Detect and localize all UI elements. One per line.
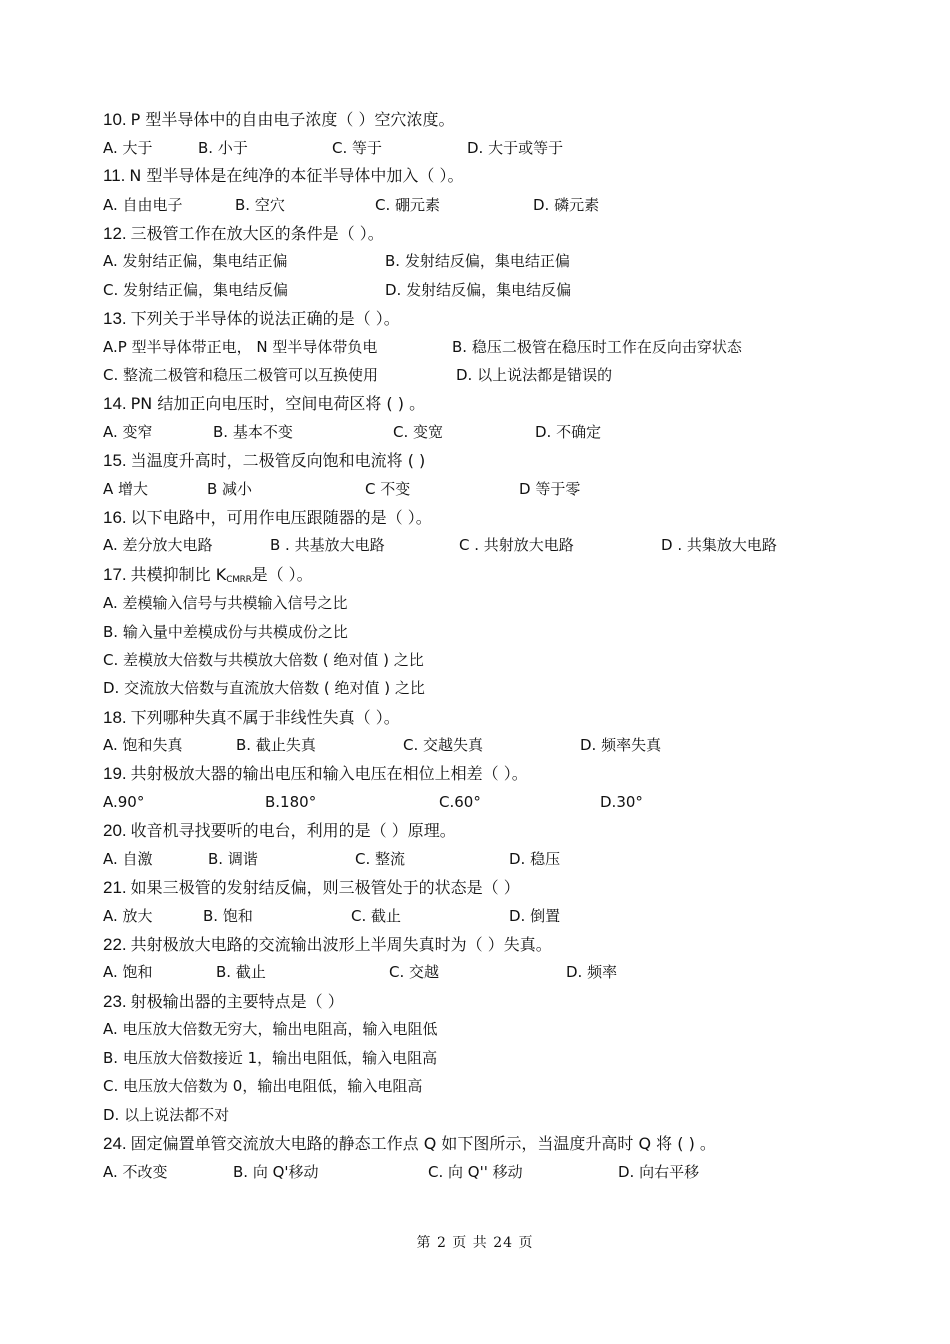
option-d: D. 发射结反偏，集电结反偏 <box>385 281 572 299</box>
option-a: A. 变窄 <box>103 423 153 441</box>
option-b: B. 发射结反偏，集电结正偏 <box>385 252 570 270</box>
question-text: 如果三极管的发射结反偏，则三极管处于的状态是（ ） <box>130 878 520 897</box>
option-b: B. 向 Q'移动 <box>233 1163 319 1181</box>
option-a: A.90° <box>103 793 145 811</box>
question-text: N 型半导体是在纯净的本征半导体中加入（ ）。 <box>129 166 464 185</box>
option-d: D. 稳压 <box>509 850 561 868</box>
question-21 <box>103 876 520 900</box>
question-17 <box>103 563 313 587</box>
question-13 <box>103 307 400 331</box>
question-number: 20. <box>103 821 127 840</box>
question-text-end: 是（ ）。 <box>251 565 313 584</box>
question-number: 15. <box>103 451 127 470</box>
option-b: B 减小 <box>207 480 253 498</box>
question-text: 共模抑制比 K <box>130 565 227 584</box>
question-text: 共射极放大器的输出电压和输入电压在相位上相差（ ）。 <box>130 764 528 783</box>
option-d: D. 交流放大倍数与直流放大倍数 ( 绝对值 ) 之比 <box>103 679 425 697</box>
option-b: B. 调谐 <box>208 850 258 868</box>
option-c: C. 整流 <box>355 850 406 868</box>
option-a: A. 饱和 <box>103 963 153 981</box>
question-number: 21. <box>103 878 127 897</box>
question-text: P 型半导体中的自由电子浓度（ ）空穴浓度。 <box>130 110 455 129</box>
cmrr-subscript: CMRR <box>226 575 252 585</box>
question-number: 13. <box>103 309 127 328</box>
option-a: A. 差分放大电路 <box>103 536 213 554</box>
question-number: 11. <box>103 166 126 185</box>
option-d: D. 不确定 <box>535 423 602 441</box>
question-text: 固定偏置单管交流放大电路的静态工作点 Q 如下图所示，当温度升高时 Q 将 ( ) 。 <box>130 1134 716 1153</box>
option-d: D. 向右平移 <box>618 1163 700 1181</box>
page-footer: 第 2 页 共 24 页 <box>416 1235 534 1251</box>
option-c: C. 电压放大倍数为 0，输出电阻低，输入电阻高 <box>103 1077 423 1095</box>
option-a: A.P 型半导体带正电， N 型半导体带负电 <box>103 338 378 356</box>
option-a: A. 大于 <box>103 139 153 157</box>
question-number: 14. <box>103 394 127 413</box>
option-c: C. 交越 <box>389 963 440 981</box>
question-20 <box>103 819 456 843</box>
question-text: 以下电路中，可用作电压跟随器的是（ ）。 <box>130 508 432 527</box>
option-a: A. 饱和失真 <box>103 736 183 754</box>
question-23 <box>103 990 344 1014</box>
option-c: C. 变宽 <box>393 423 444 441</box>
option-a: A 增大 <box>103 480 149 498</box>
option-b: B. 稳压二极管在稳压时工作在反向击穿状态 <box>452 338 742 356</box>
option-b: B.180° <box>265 793 317 811</box>
question-number: 22. <box>103 935 127 954</box>
question-12 <box>103 222 384 246</box>
option-a: A. 放大 <box>103 907 153 925</box>
option-a: A. 差模输入信号与共模输入信号之比 <box>103 594 348 612</box>
option-d: D. 频率失真 <box>580 736 662 754</box>
question-10 <box>103 108 454 132</box>
option-b: B. 饱和 <box>203 907 253 925</box>
option-a: A. 自激 <box>103 850 153 868</box>
option-d: D . 共集放大电路 <box>661 536 777 554</box>
option-a: A. 自由电子 <box>103 196 183 214</box>
option-d: D. 磷元素 <box>533 196 600 214</box>
question-text: 三极管工作在放大区的条件是（ ）。 <box>130 224 384 243</box>
option-b: B. 截止 <box>216 963 266 981</box>
option-b: B. 基本不变 <box>213 423 293 441</box>
question-number: 23. <box>103 992 127 1011</box>
option-b: B . 共基放大电路 <box>270 536 385 554</box>
question-number: 16. <box>103 508 127 527</box>
option-c: C. 等于 <box>332 139 383 157</box>
question-text: 收音机寻找要听的电台，利用的是（ ）原理。 <box>130 821 456 840</box>
option-d: D. 频率 <box>566 963 618 981</box>
question-number: 12. <box>103 224 127 243</box>
option-c: C. 交越失真 <box>403 736 484 754</box>
option-c: C. 整流二极管和稳压二极管可以互换使用 <box>103 366 379 384</box>
option-c: C. 截止 <box>351 907 402 925</box>
option-d: D. 以上说法都是错误的 <box>456 366 613 384</box>
option-a: A. 发射结正偏，集电结正偏 <box>103 252 288 270</box>
option-d: D. 以上说法都不对 <box>103 1106 230 1124</box>
question-19 <box>103 762 528 786</box>
question-text: 当温度升高时，二极管反向饱和电流将 ( ) <box>130 451 426 470</box>
option-c: C 不变 <box>365 480 411 498</box>
option-b: B. 电压放大倍数接近 1，输出电阻低，输入电阻高 <box>103 1049 438 1067</box>
question-16 <box>103 506 432 530</box>
question-number: 18. <box>103 708 127 727</box>
option-d: D.30° <box>600 793 643 811</box>
option-d: D. 倒置 <box>509 907 561 925</box>
option-c: C. 硼元素 <box>375 196 441 214</box>
question-14 <box>103 392 425 416</box>
question-22 <box>103 933 552 957</box>
option-c: C. 差模放大倍数与共模放大倍数 ( 绝对值 ) 之比 <box>103 651 424 669</box>
option-a: A. 不改变 <box>103 1163 168 1181</box>
option-a: A. 电压放大倍数无穷大，输出电阻高，输入电阻低 <box>103 1020 438 1038</box>
question-15 <box>103 449 425 473</box>
option-d: D. 大于或等于 <box>467 139 564 157</box>
option-c: C. 发射结正偏，集电结反偏 <box>103 281 289 299</box>
question-number: 24. <box>103 1134 127 1153</box>
option-c: C.60° <box>439 793 481 811</box>
option-d: D 等于零 <box>519 480 581 498</box>
question-24 <box>103 1132 716 1156</box>
question-11 <box>103 164 464 188</box>
option-c: C. 向 Q'' 移动 <box>428 1163 523 1181</box>
question-text: 下列哪种失真不属于非线性失真（ ）。 <box>130 708 400 727</box>
question-text: 共射极放大电路的交流输出波形上半周失真时为（ ）失真。 <box>130 935 552 954</box>
question-18 <box>103 706 400 730</box>
option-b: B. 小于 <box>198 139 248 157</box>
question-number: 17. <box>103 565 127 584</box>
question-text: 下列关于半导体的说法正确的是（ ）。 <box>130 309 400 328</box>
question-text: 射极输出器的主要特点是（ ） <box>130 992 344 1011</box>
question-number: 10. <box>103 110 127 129</box>
question-number: 19. <box>103 764 127 783</box>
option-c: C . 共射放大电路 <box>459 536 574 554</box>
option-b: B. 输入量中差模成份与共模成份之比 <box>103 623 348 641</box>
option-b: B. 截止失真 <box>236 736 316 754</box>
option-b: B. 空穴 <box>235 196 285 214</box>
question-text: PN 结加正向电压时，空间电荷区将 ( ) 。 <box>130 394 426 413</box>
